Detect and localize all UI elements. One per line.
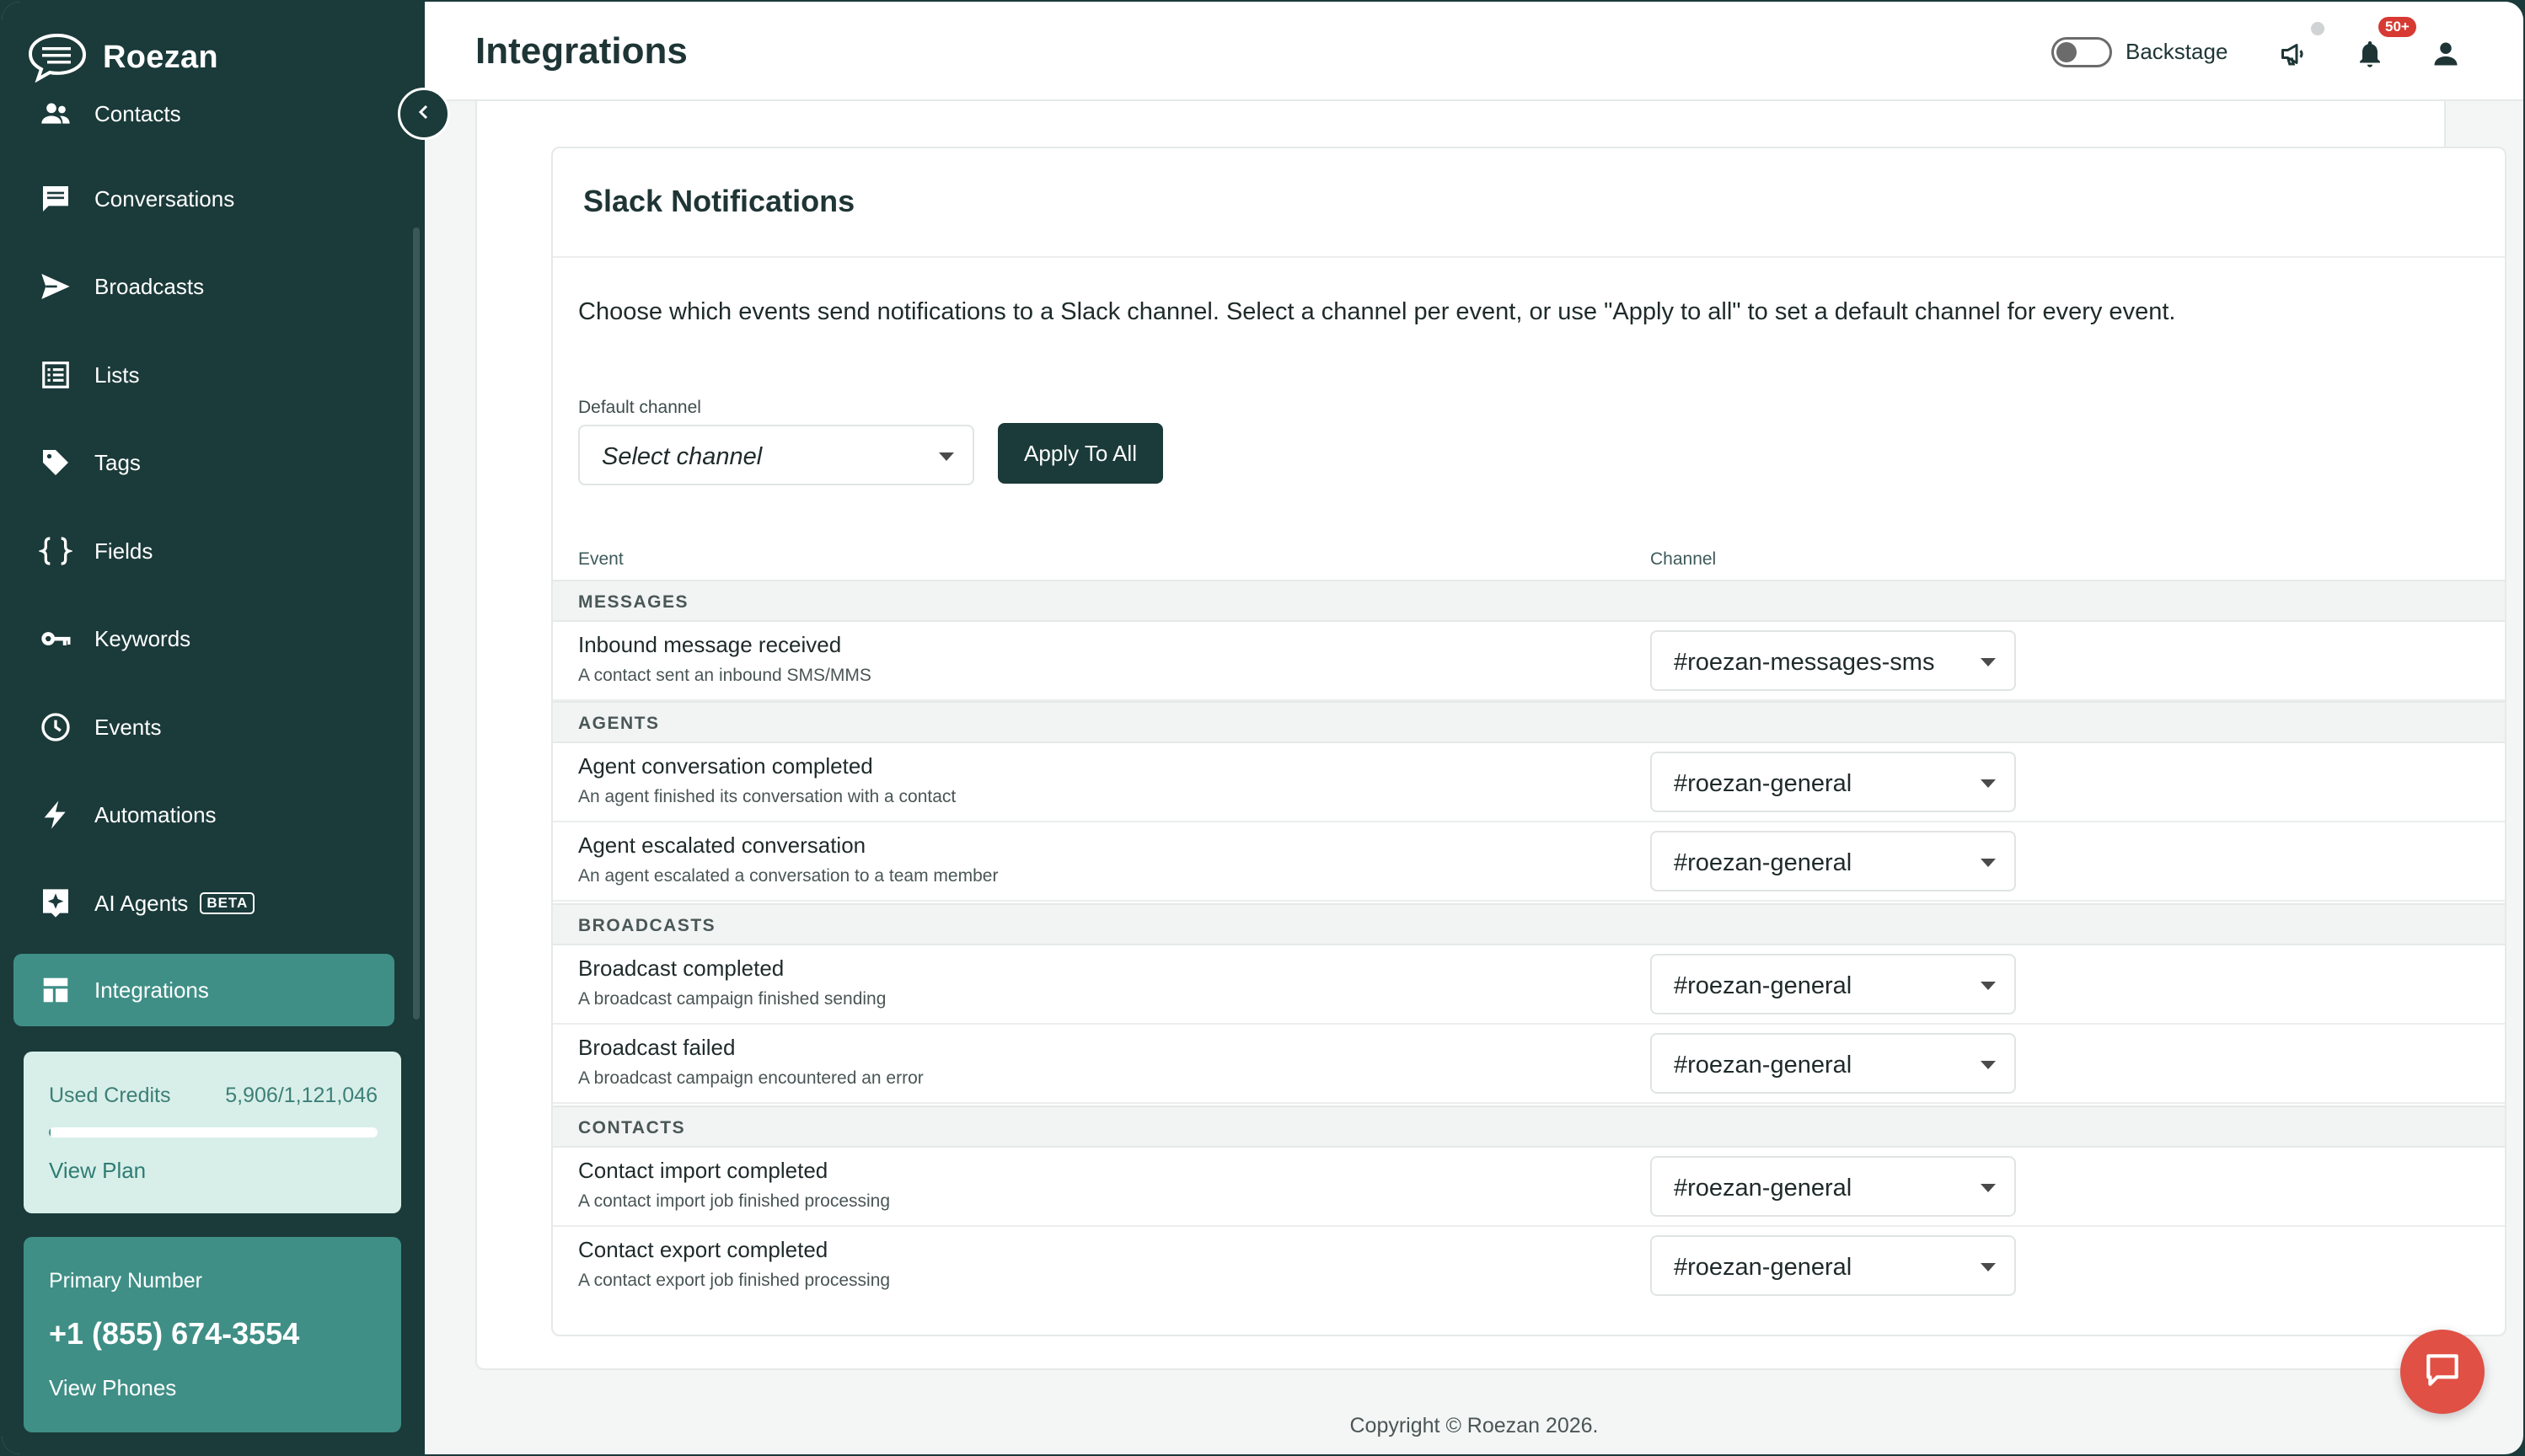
sidebar-item-label: AI Agents	[94, 890, 189, 916]
sidebar-item-label: Broadcasts	[94, 273, 205, 299]
primary-number-label: Primary Number	[49, 1269, 202, 1293]
event-description: An agent escalated a conversation to a team member	[578, 866, 999, 886]
send-icon	[37, 268, 74, 305]
sidebar-item-lists[interactable]	[13, 339, 394, 411]
integrations-card	[475, 83, 2446, 1370]
group-label: MESSAGES	[578, 592, 689, 612]
sidebar-item-integrations[interactable]	[13, 954, 394, 1026]
divider	[553, 256, 2505, 258]
contacts-icon	[37, 95, 74, 132]
credits-progress-bar	[49, 1127, 378, 1138]
channel-value: #roezan-general	[1674, 1052, 1852, 1079]
default-channel-label: Default channel	[578, 398, 701, 417]
credits-label: Used Credits	[49, 1084, 171, 1107]
credits-card	[24, 1052, 401, 1213]
notification-badge: 50+	[2378, 17, 2416, 37]
event-description: A broadcast campaign encountered an error	[578, 1068, 924, 1088]
dashboard-icon	[37, 972, 74, 1009]
sidebar-scrollbar[interactable]	[413, 228, 420, 1020]
channel-value: #roezan-general	[1674, 1254, 1852, 1281]
credits-progress-fill	[49, 1127, 51, 1138]
primary-number-value: +1 (855) 674-3554	[49, 1316, 300, 1351]
key-icon	[37, 620, 74, 657]
sidebar-item-label: Tags	[94, 449, 141, 475]
event-title: Broadcast completed	[578, 956, 785, 981]
apply-to-all-button[interactable]: Apply To All	[998, 423, 1163, 484]
event-row-agent-escalated	[553, 822, 2505, 902]
credits-value: 5,906/1,121,046	[225, 1084, 378, 1107]
primary-number-card	[24, 1237, 401, 1432]
sidebar-item-label: Lists	[94, 361, 140, 388]
slack-description: Choose which events send notifications to a Slack channel. Select a channel per event, or use "Apply to all" to set a default channel for every event.	[578, 298, 2176, 325]
group-label: CONTACTS	[578, 1118, 686, 1138]
sidebar-item-label: Conversations	[94, 185, 235, 211]
sidebar-item-label: Contacts	[94, 100, 181, 126]
backstage-label: Backstage	[2126, 39, 2228, 64]
sidebar-item-label: Events	[94, 714, 162, 740]
event-title: Agent escalated conversation	[578, 832, 866, 858]
event-title: Contact import completed	[578, 1158, 828, 1183]
caret-down-icon	[1981, 1263, 1996, 1271]
caret-down-icon	[939, 452, 954, 461]
brand[interactable]	[27, 30, 398, 84]
column-header-event: Event	[578, 549, 624, 569]
caret-down-icon	[1981, 1061, 1996, 1069]
user-icon[interactable]	[2427, 35, 2464, 72]
event-row-export-completed	[553, 1227, 2505, 1306]
chat-icon	[37, 180, 74, 217]
copyright-footer: Copyright © Roezan 2026.	[1349, 1414, 1599, 1437]
event-row-inbound	[553, 622, 2505, 701]
event-row-broadcast-completed	[553, 945, 2505, 1025]
channel-select[interactable]	[1650, 1156, 2016, 1217]
caret-down-icon	[1981, 658, 1996, 666]
sparkle-icon	[37, 885, 74, 922]
event-description: A broadcast campaign finished sending	[578, 989, 887, 1009]
chevron-left-icon	[414, 102, 434, 126]
channel-select[interactable]	[1650, 831, 2016, 891]
event-title: Inbound message received	[578, 632, 842, 657]
sidebar-item-broadcasts[interactable]	[13, 250, 394, 323]
roezan-logo-icon	[27, 32, 88, 83]
channel-select[interactable]	[1650, 752, 2016, 812]
event-title: Contact export completed	[578, 1237, 828, 1262]
page-title: Integrations	[475, 30, 688, 72]
default-channel-placeholder: Select channel	[602, 443, 763, 470]
group-label: AGENTS	[578, 714, 660, 733]
braces-icon	[37, 533, 74, 570]
sidebar-item-automations[interactable]	[13, 779, 394, 851]
caret-down-icon	[1981, 982, 1996, 990]
event-description: A contact export job finished processing	[578, 1271, 891, 1290]
sidebar-item-label: Keywords	[94, 625, 191, 651]
clock-icon	[37, 709, 74, 746]
collapse-sidebar-button[interactable]	[398, 88, 450, 140]
top-header	[425, 2, 2523, 101]
channel-value: #roezan-general	[1674, 1175, 1852, 1202]
channel-select[interactable]	[1650, 630, 2016, 691]
group-header-broadcasts	[553, 903, 2505, 945]
view-phones-link[interactable]: View Phones	[49, 1375, 177, 1400]
group-label: BROADCASTS	[578, 916, 716, 935]
sidebar	[2, 2, 425, 1454]
channel-select[interactable]	[1650, 1033, 2016, 1094]
main-content	[425, 99, 2523, 1454]
sidebar-item-contacts[interactable]	[13, 78, 394, 150]
tag-icon	[37, 444, 74, 481]
bell-icon[interactable]	[2351, 35, 2388, 72]
slack-title: Slack Notifications	[583, 184, 855, 218]
chat-bubble-icon	[2421, 1349, 2463, 1395]
event-row-import-completed	[553, 1148, 2505, 1227]
channel-value: #roezan-general	[1674, 972, 1852, 999]
backstage-toggle[interactable]	[2051, 37, 2112, 67]
event-description: A contact import job finished processing	[578, 1191, 891, 1211]
sidebar-item-conversations[interactable]	[13, 163, 394, 235]
list-icon	[37, 356, 74, 393]
event-row-agent-completed	[553, 743, 2505, 822]
channel-value: #roezan-general	[1674, 849, 1852, 876]
event-title: Agent conversation completed	[578, 753, 873, 779]
group-header-contacts	[553, 1105, 2505, 1148]
column-header-channel: Channel	[1650, 549, 1717, 569]
view-plan-link[interactable]: View Plan	[49, 1158, 147, 1183]
channel-select[interactable]	[1650, 1235, 2016, 1296]
sidebar-item-events[interactable]	[13, 691, 394, 763]
credits-row	[49, 1084, 378, 1108]
sidebar-item-tags[interactable]	[13, 426, 394, 499]
event-description: An agent finished its conversation with a contact	[578, 787, 957, 806]
group-header-messages	[553, 580, 2505, 622]
channel-value: #roezan-general	[1674, 770, 1852, 797]
megaphone-icon[interactable]	[2276, 35, 2313, 72]
channel-select[interactable]	[1650, 954, 2016, 1014]
sidebar-item-keywords[interactable]	[13, 602, 394, 675]
channel-value: #roezan-messages-sms	[1674, 649, 1935, 676]
group-header-agents	[553, 701, 2505, 743]
caret-down-icon	[1981, 859, 1996, 867]
sidebar-item-label: Integrations	[94, 977, 209, 1003]
caret-down-icon	[1981, 779, 1996, 788]
announcement-dot	[2311, 22, 2324, 35]
bolt-icon	[37, 796, 74, 833]
brand-name: Roezan	[103, 39, 218, 75]
sidebar-item-label: Fields	[94, 538, 153, 564]
sidebar-item-label: Automations	[94, 801, 217, 827]
sidebar-item-fields[interactable]	[13, 515, 394, 587]
event-description: A contact sent an inbound SMS/MMS	[578, 666, 871, 685]
beta-badge: BETA	[200, 892, 255, 914]
app-window	[2, 2, 2523, 1454]
event-title: Broadcast failed	[578, 1035, 736, 1060]
support-chat-button[interactable]	[2400, 1330, 2485, 1414]
toggle-knob	[2056, 42, 2077, 62]
slack-notifications-card	[551, 147, 2506, 1336]
event-row-broadcast-failed	[553, 1025, 2505, 1104]
default-channel-select[interactable]	[578, 425, 974, 485]
sidebar-item-ai-agents[interactable]	[13, 867, 394, 939]
caret-down-icon	[1981, 1184, 1996, 1192]
